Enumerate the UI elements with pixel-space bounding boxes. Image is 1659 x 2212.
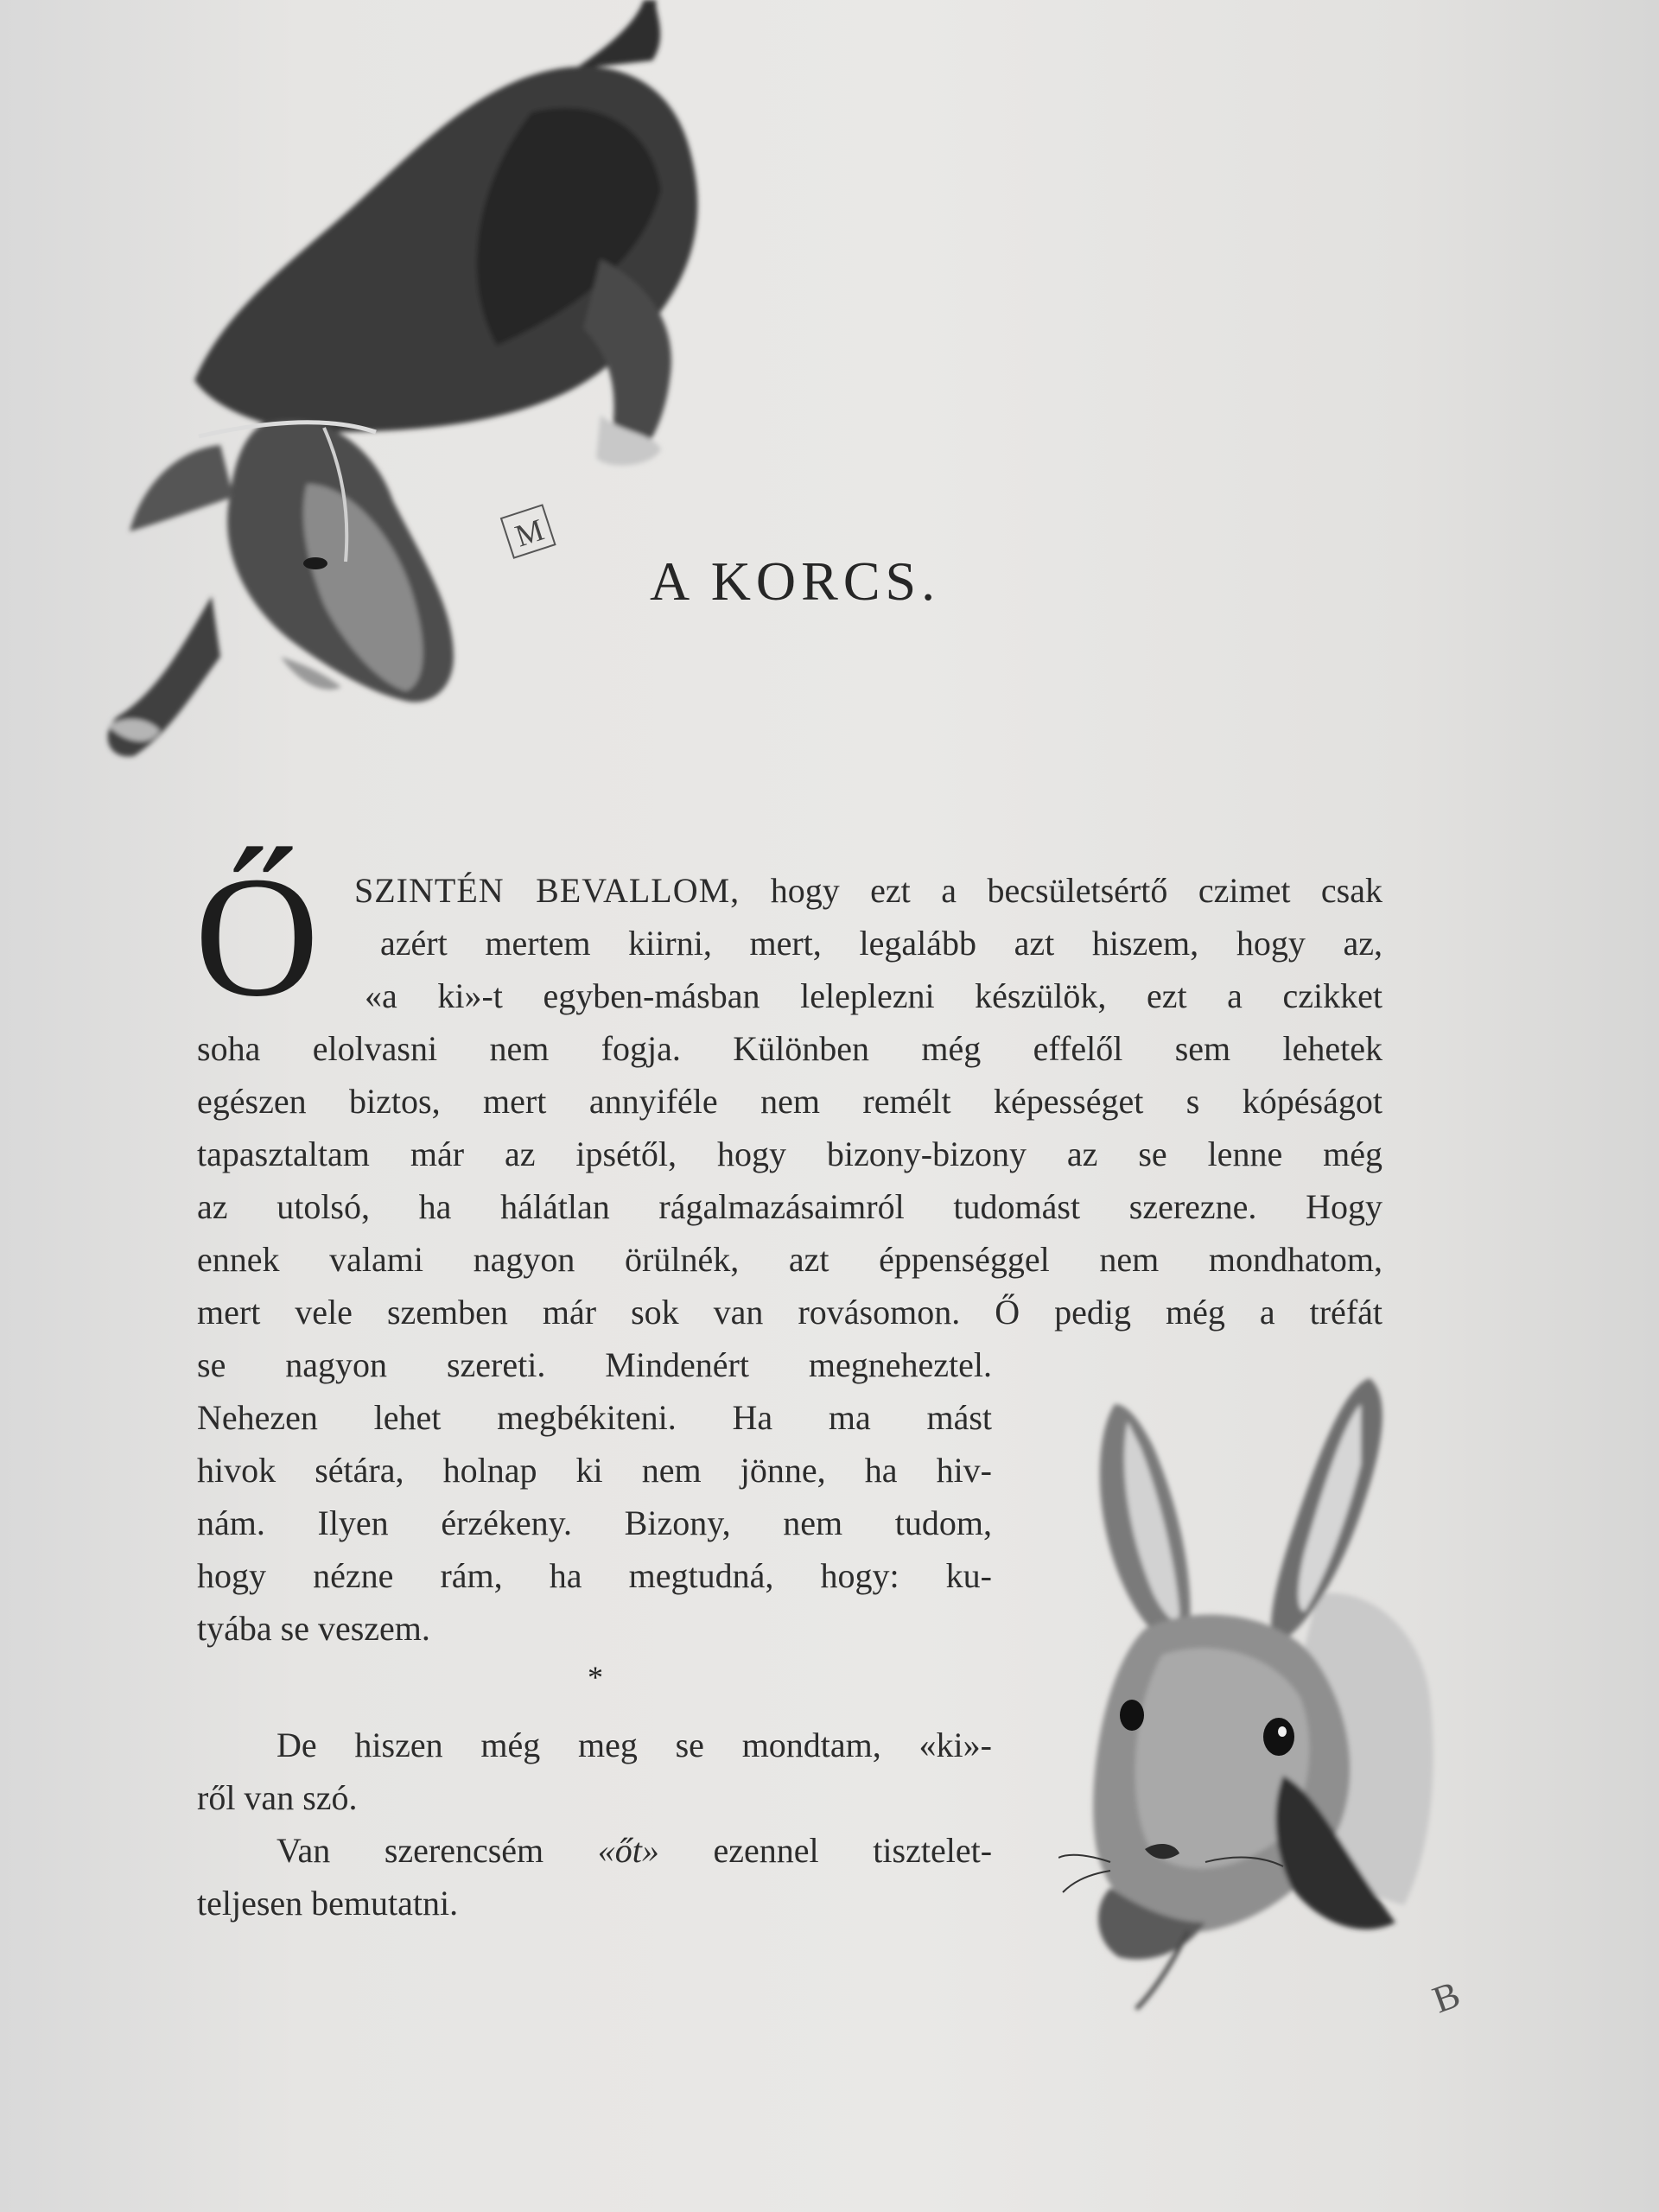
page-title: A KORCS. <box>650 550 941 612</box>
text-line: Nehezen lehet megbékiteni. Ha ma mást <box>197 1398 992 1437</box>
para3-end: ezennel tisztelet- <box>658 1831 993 1870</box>
first-line-caps: SZINTÉN BEVALLOM, <box>354 871 741 910</box>
text-line <box>276 1829 992 1872</box>
text-line: ennek valami nagyon örülnék, azt éppenséggel nem mondhatom, <box>197 1240 1382 1279</box>
text-line: De hiszen még meg se mondtam, «ki»- <box>276 1726 992 1764</box>
text-line: tyába se veszem. <box>197 1609 430 1648</box>
text-line: tapasztaltam már az ipsétől, hogy bizony-bizony az se lenne még <box>197 1135 1382 1173</box>
text-line: se nagyon szereti. Mindenért megneheztel. <box>197 1345 992 1384</box>
text-line-1 <box>354 869 1382 912</box>
section-separator: * <box>588 1660 603 1694</box>
text-line: azért mertem kiirni, mert, legalább azt hiszem, hogy az, <box>380 924 1382 963</box>
hare-illustration <box>1058 1370 1491 2026</box>
para3-start: Van szerencsém <box>276 1831 598 1870</box>
text-line: egészen biztos, mert annyiféle nem remélt képességet s kópéságot <box>197 1082 1382 1121</box>
text-line: teljesen bemutatni. <box>197 1884 459 1923</box>
drop-cap: Ő <box>194 842 320 1033</box>
para3-italic: «őt» <box>597 1831 659 1870</box>
dachshund-illustration <box>48 0 721 778</box>
first-line-rest: hogy ezt a becsületsértő czimet csak <box>770 871 1383 910</box>
text-line: mert vele szemben már sok van rovásomon. Ő pedig még a tréfát <box>197 1293 1382 1332</box>
text-line: hogy nézne rám, ha megtudná, hogy: ku- <box>197 1556 992 1595</box>
text-line: hivok sétára, holnap ki nem jönne, ha hiv- <box>197 1451 992 1490</box>
dog-monogram: M <box>511 512 549 554</box>
text-line: nám. Ilyen érzékeny. Bizony, nem tudom, <box>197 1503 992 1542</box>
text-line: ről van szó. <box>197 1778 358 1817</box>
text-line: soha elolvasni nem fogja. Különben még effelől sem lehetek <box>197 1029 1382 1068</box>
text-line: «a ki»-t egyben-másban leleplezni készülök, ezt a czikket <box>365 976 1382 1015</box>
text-line: az utolsó, ha hálátlan rágalmazásaimról tudomást szerezne. Hogy <box>197 1187 1382 1226</box>
hare-monogram: B <box>1427 1973 1466 2022</box>
